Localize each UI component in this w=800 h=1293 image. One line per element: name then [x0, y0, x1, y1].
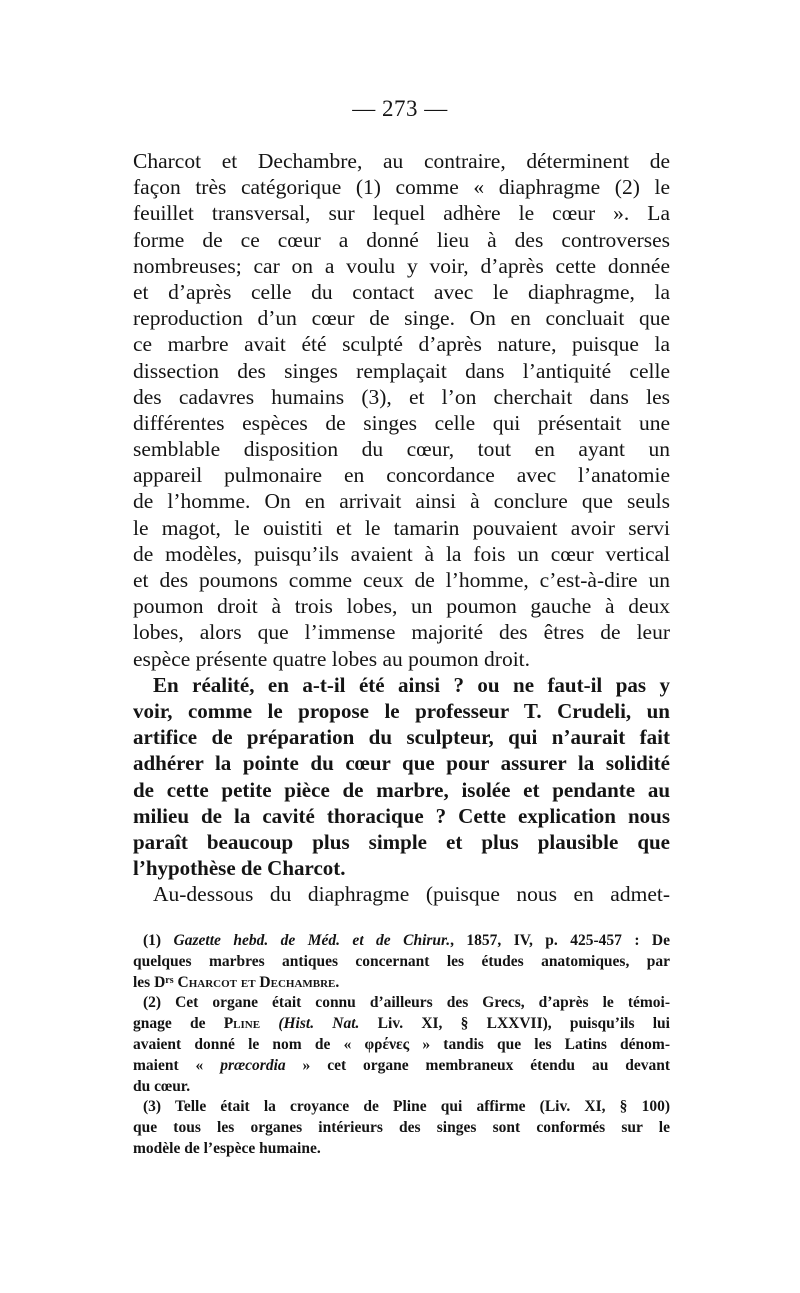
text-line: adhérer la pointe du cœur que pour assurer la solidité [133, 751, 670, 776]
text-line: paraît beaucoup plus simple et plus plausible que [133, 829, 670, 854]
text-line: ce marbre avait été sculpté d’après nature, puisque la [133, 332, 670, 357]
footnote-3-line: que tous les organes intérieurs des singes sont conformés sur le [133, 1119, 670, 1137]
footnote-1-number: (1) [143, 932, 162, 949]
footnote-3-line: (3) Telle était la croyance de Pline qui affirme (Liv. XI, § 100) [143, 1098, 670, 1116]
text-line: artifice de préparation du sculpteur, qui n’aurait fait [133, 725, 670, 750]
text-line: milieu de la cavité thoracique ? Cette explication nous [133, 803, 670, 828]
text-line: et des poumons comme ceux de l’homme, c’est-à-dire un [133, 568, 670, 592]
footnote-1-line: quelques marbres antiques concernant les études anatomiques, par [133, 952, 670, 970]
text-line: le magot, le ouistiti et le tamarin pouvaient avoir servi [133, 515, 670, 540]
footnote-2-prefix: maient « [133, 1056, 221, 1074]
footnote-2-line [133, 1014, 670, 1035]
text-line: des cadavres humains (3), et l’on cherchait dans les [133, 384, 670, 409]
footnote-2-pline: Pline [223, 1015, 261, 1033]
footnote-2-prefix: gnage de [133, 1015, 224, 1033]
footnote-1-ref: , 1857, IV, p. 425-457 : De [450, 932, 671, 949]
text-line: et d’après celle du contact avec le diaphragme, la [133, 279, 670, 304]
page-number: — 273 — [352, 96, 448, 121]
text-line: l’hypothèse de Charcot. [133, 856, 346, 881]
footnote-2-rest: » cet organe membraneux étendu au devant [285, 1056, 670, 1074]
footnotes [133, 931, 670, 1160]
text-line: semblable disposition du cœur, tout en ayant un [133, 437, 670, 462]
text-line: lobes, alors que l’immense majorité des êtres de leur [133, 620, 670, 645]
text-line: Au-dessous du diaphragme (puisque nous en admet- [153, 882, 670, 907]
text-line: forme de ce cœur a donné lieu à des controverses [133, 227, 670, 252]
footnote-2-line: avaient donné le nom de « φρένες » tandis que les Latins dénom- [133, 1035, 670, 1053]
footnote-1-prefix: les D [133, 973, 166, 991]
text-line: de l’homme. On en arrivait ainsi à conclure que seuls [133, 489, 670, 514]
text-line: poumon droit à trois lobes, un poumon gauche à deux [133, 594, 670, 619]
text-line: appareil pulmonaire en concordance avec l’anatomie [133, 463, 670, 488]
footnote-1-authors: Charcot et Dechambre. [177, 973, 340, 991]
text-line: de cette petite pièce de marbre, isolée et pendante au [133, 777, 670, 802]
footnote-2-line: du cœur. [133, 1077, 191, 1095]
text-line: de modèles, puisqu’ils avaient à la fois un cœur vertical [133, 541, 670, 566]
footnote-2-work: (Hist. Nat. [260, 1015, 360, 1033]
footnote-2-line [133, 1056, 670, 1077]
text-line: façon très catégorique (1) comme « diaphragme (2) le [133, 175, 670, 200]
footnote-3-line: modèle de l’espèce humaine. [133, 1139, 321, 1157]
footnote-1-line [133, 931, 670, 952]
text-line: nombreuses; car on a voulu y voir, d’après cette donnée [133, 253, 670, 278]
text-line: différentes espèces de singes celle qui présentait une [133, 410, 670, 435]
text-line: reproduction d’un cœur de singe. On en concluait que [133, 306, 670, 331]
text-line: espèce présente quatre lobes au poumon droit. [133, 646, 531, 671]
footnote-1-journal: Gazette hebd. de Méd. et de Chirur. [173, 932, 451, 949]
footnote-2-ref: Liv. XI, § LXXVII), puisqu’ils lui [359, 1015, 670, 1033]
footnote-2-latin-word: præcordia [220, 1056, 286, 1074]
footnote-2-line: (2) Cet organe était connu d’ailleurs des Grecs, d’après le témoi- [143, 994, 670, 1012]
footnote-1-superscript: rs [165, 974, 174, 986]
body-text [133, 148, 670, 907]
text-line: En réalité, en a-t-il été ainsi ? ou ne faut-il pas y [153, 672, 670, 697]
footnote-1-line [133, 973, 670, 994]
text-line: feuillet transversal, sur lequel adhère le cœur ». La [133, 201, 670, 226]
text-line: Charcot et Dechambre, au contraire, déterminent de [133, 149, 670, 173]
text-line: dissection des singes remplaçait dans l’antiquité celle [133, 358, 670, 383]
text-line: voir, comme le propose le professeur T. Crudeli, un [133, 698, 670, 723]
